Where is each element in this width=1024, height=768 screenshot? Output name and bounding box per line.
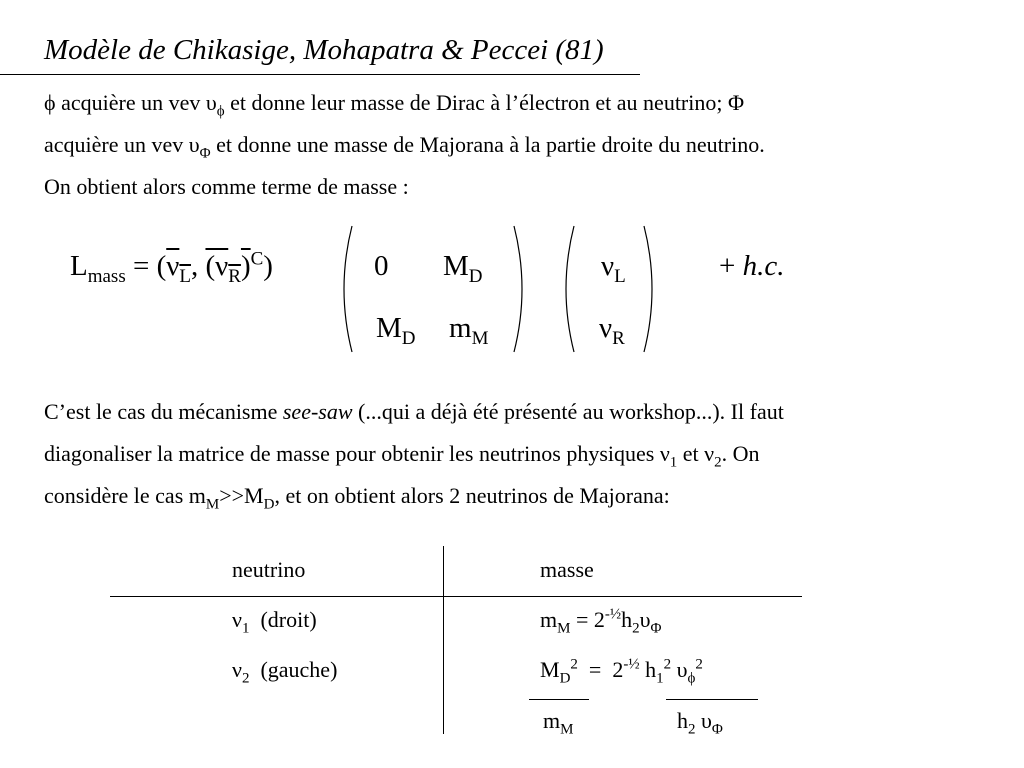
mass-matrix-left-bracket (344, 226, 352, 352)
table-header-rule (110, 596, 802, 597)
seesaw-line-1: C’est le cas du mécanisme see-saw (...qui a déjà été présenté au workshop...). Il faut (44, 399, 784, 424)
slide-title: Modèle de Chikasige, Mohapatra & Peccei (81) (44, 34, 604, 66)
lagrangian-lhs: $L_{mass} = (\nu_L$, $(\nu_R)^C$) (70, 248, 273, 287)
vector-entry-2: $\nu_R$ (599, 312, 625, 349)
vector-left-bracket (566, 226, 574, 352)
matrix-entry-12: $M_D$ (443, 250, 483, 287)
mass-matrix-right-bracket (514, 226, 522, 352)
matrix-entry-21: $M_D$ (376, 312, 416, 349)
matrix-entry-22: $m_M$ (449, 312, 489, 349)
row1-neutrino: $\nu_1$ (droit) (232, 607, 317, 637)
row1-mass: $m_M = 2^{-\frac{1}{2}}h_2\upsilon_\Phi$ (540, 606, 662, 637)
matrix-entry-11: 0 (374, 250, 389, 282)
intro-line-2: acquière un vev $\upsilon_\Phi$ et donne une masse de Majorana à la partie droite du neutrino. (44, 132, 765, 162)
intro-line-3: On obtient alors comme terme de masse : (44, 174, 409, 199)
intro-line-1: ϕ acquière un vev $\upsilon_\phi$ et donne leur masse de Dirac à l’électron et au neutrino; Φ (44, 90, 745, 120)
row2-mass-numerator: $M_D^2 = 2^{-\frac{1}{2}}$ $h_1^2$ $\upsilon_\phi^2$ (540, 656, 703, 687)
title-underline (0, 74, 640, 75)
vector-entry-1: $\nu_L$ (601, 250, 626, 287)
hermitian-conjugate: + h.c. (719, 250, 785, 282)
fraction-bar-2 (666, 699, 758, 700)
vector-right-bracket (644, 226, 652, 352)
row2-mass-denominator-1: $m_M$ (543, 708, 574, 738)
header-masse: masse (540, 557, 594, 582)
table-column-divider (443, 546, 444, 734)
seesaw-line-3: considère le cas $m_M>>M_D$, et on obtient alors 2 neutrinos de Majorana: (44, 483, 670, 513)
header-neutrino: neutrino (232, 557, 306, 582)
seesaw-paragraph (44, 391, 1019, 517)
row2-mass-denominator-2: $h_2$ $\upsilon_\Phi$ (677, 708, 723, 738)
seesaw-line-2: diagonaliser la matrice de masse pour obtenir les neutrinos physiques $\nu_1$ et $\nu_2$. On (44, 441, 760, 471)
fraction-bar-1 (529, 699, 589, 700)
row2-neutrino: $\nu_2$ (gauche) (232, 657, 338, 687)
intro-paragraph (44, 82, 1019, 208)
